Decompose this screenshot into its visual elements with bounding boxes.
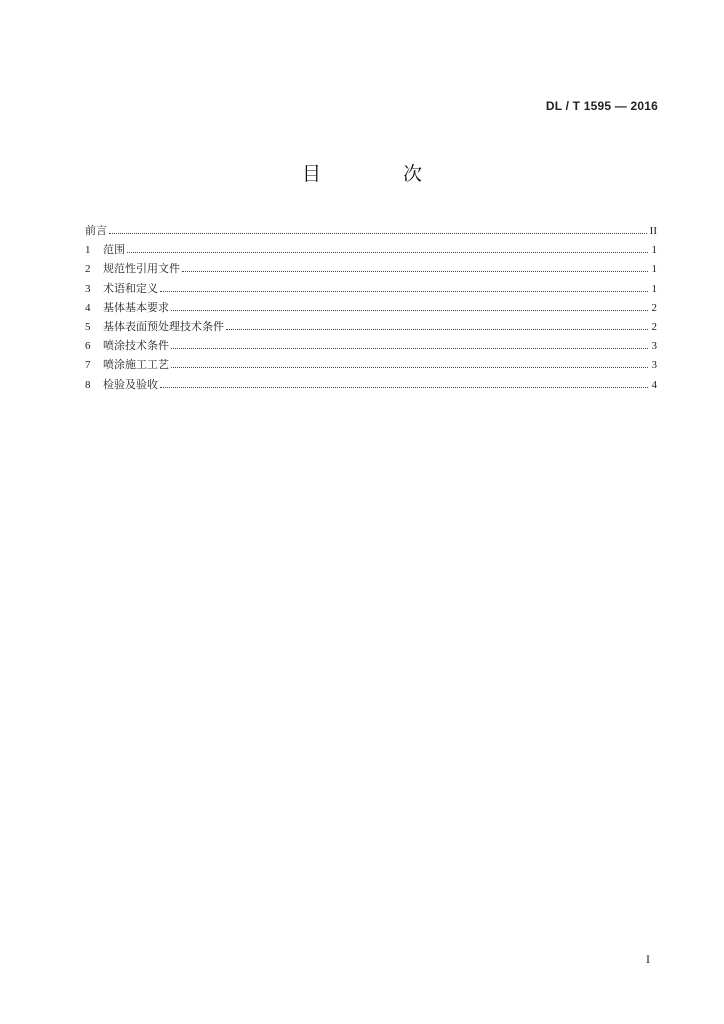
- dot-leader: [127, 251, 648, 253]
- toc-entry-label: 基体表面预处理技术条件: [103, 319, 224, 333]
- toc-entry-label: 前言: [85, 224, 107, 237]
- toc-entry-label: 范围: [103, 243, 125, 257]
- toc-entry-inspection[interactable]: [85, 376, 657, 395]
- toc-entry-label: 规范性引用文件: [103, 262, 180, 276]
- toc-entry-label: 基体基本要求: [103, 300, 169, 314]
- dot-leader: [109, 232, 647, 234]
- toc-entry-label: 检验及验收: [103, 377, 158, 391]
- dot-leader: [182, 270, 648, 272]
- toc-entry-normative-references[interactable]: [85, 260, 657, 279]
- toc-entry-label: 术语和定义: [103, 281, 158, 295]
- dot-leader: [171, 309, 648, 311]
- toc-entry-label: 喷涂施工工艺: [103, 358, 169, 372]
- dot-leader: [160, 290, 648, 292]
- toc-entry-page: 1: [651, 282, 657, 295]
- toc-entry-spraying-process[interactable]: [85, 356, 657, 375]
- toc-entry-page: II: [649, 225, 657, 237]
- toc-entry-number: 5: [85, 320, 91, 333]
- toc-entry-page: 2: [651, 320, 657, 333]
- page-title: 目 次: [301, 163, 461, 185]
- toc-entry-number: 4: [85, 301, 91, 314]
- toc-entry-spraying-conditions[interactable]: [85, 337, 657, 356]
- toc-entry-scope[interactable]: [85, 241, 657, 260]
- toc-entry-page: 1: [651, 244, 657, 257]
- toc-entry-number: 6: [85, 340, 91, 353]
- toc-entry-terms[interactable]: [85, 280, 657, 299]
- toc-entry-number: 1: [85, 244, 91, 257]
- toc-entry-number: 3: [85, 282, 91, 295]
- toc-entry-page: 1: [651, 263, 657, 276]
- toc-entry-substrate-requirements[interactable]: [85, 299, 657, 318]
- toc-entry-foreword[interactable]: [85, 222, 657, 241]
- toc-entry-page: 4: [651, 378, 657, 391]
- dot-leader: [171, 347, 648, 349]
- toc-entry-number: 8: [85, 378, 91, 391]
- toc-entry-surface-pretreatment[interactable]: [85, 318, 657, 337]
- toc-entry-number: 7: [85, 359, 91, 372]
- dot-leader: [171, 366, 648, 368]
- document-code: DL / T 1595 — 2016: [545, 99, 658, 113]
- dot-leader: [226, 328, 648, 330]
- toc-entry-label: 喷涂技术条件: [103, 339, 169, 353]
- toc-entry-page: 2: [651, 301, 657, 314]
- toc-entry-page: 3: [651, 359, 657, 372]
- table-of-contents: [85, 222, 657, 395]
- page-number: I: [646, 952, 650, 966]
- dot-leader: [160, 386, 648, 388]
- toc-entry-page: 3: [651, 340, 657, 353]
- toc-entry-number: 2: [85, 263, 91, 276]
